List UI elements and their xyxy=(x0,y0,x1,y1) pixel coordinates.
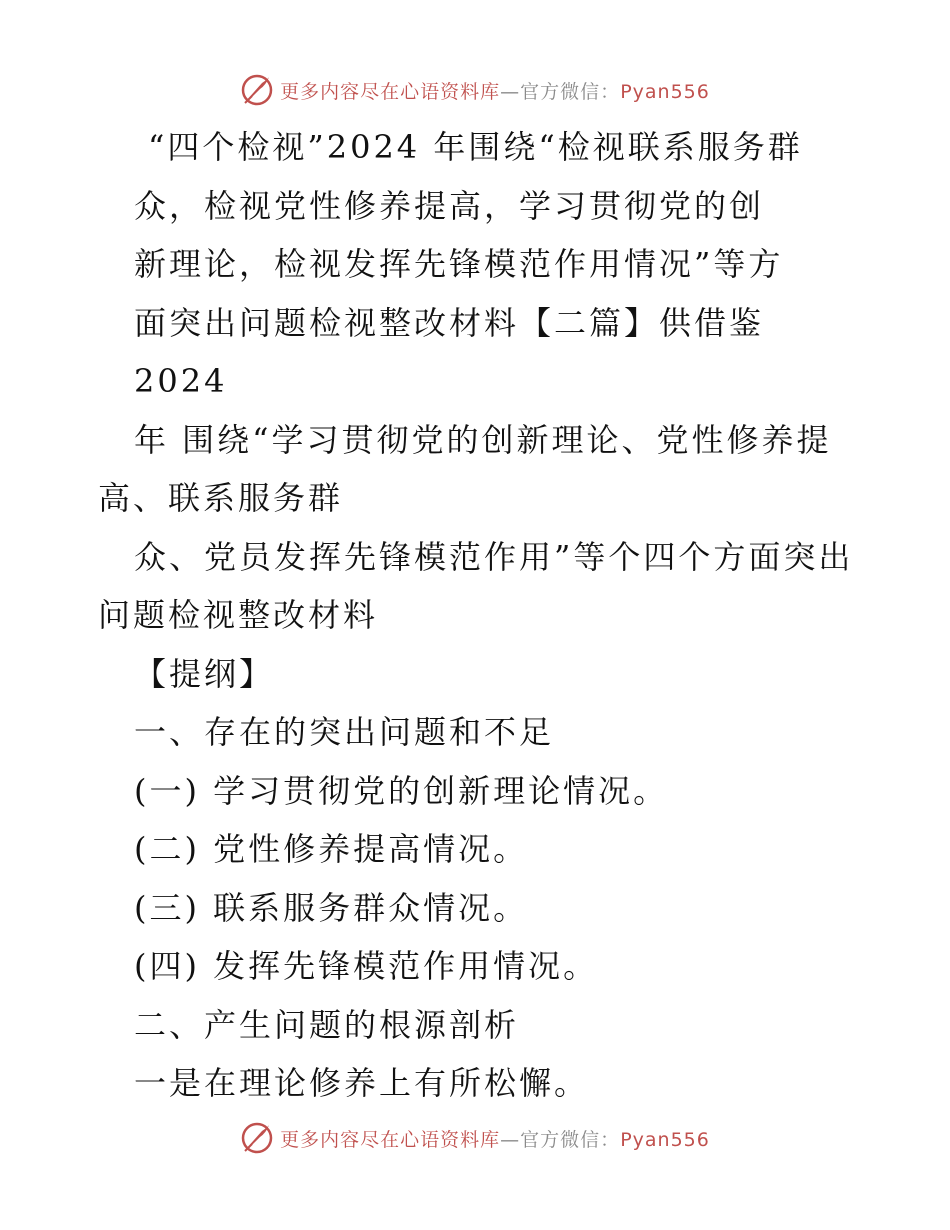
footer-account: Pyan556 xyxy=(620,1128,710,1151)
footer-watermark-text xyxy=(280,1125,710,1152)
outline-heading: 【提纲】 xyxy=(134,655,275,693)
header-wechat-text: 官方微信： xyxy=(520,80,621,103)
feather-pen-logo-icon xyxy=(240,1121,274,1155)
subsection-item-3: (三) 联系服务群众情况。 xyxy=(134,889,529,927)
title-line-2: 众，检视党性修养提高，学习贯彻党的创 xyxy=(134,187,765,225)
header-account: Pyan556 xyxy=(620,80,710,103)
section-heading-1: 一、存在的突出问题和不足 xyxy=(134,713,555,751)
body-paragraph-line-3: 众、党员发挥先锋模范作用”等个四个方面突出 xyxy=(134,538,854,576)
title-line-1: “四个检视”2024 年围绕“检视联系服务群 xyxy=(148,128,803,166)
footer-watermark-banner xyxy=(0,1118,950,1158)
footer-dash: — xyxy=(500,1128,521,1151)
footer-site-text: 更多内容尽在心语资料库 xyxy=(280,1128,501,1151)
footer-wechat-text: 官方微信： xyxy=(520,1128,621,1151)
body-line-point-1: 一是在理论修养上有所松懈。 xyxy=(134,1064,590,1102)
header-site-text: 更多内容尽在心语资料库 xyxy=(280,80,501,103)
header-dash: — xyxy=(500,80,521,103)
subsection-item-4: (四) 发挥先锋模范作用情况。 xyxy=(134,947,599,985)
subsection-item-2: (二) 党性修养提高情况。 xyxy=(134,830,529,868)
title-line-4: 面突出问题检视整改材料【二篇】供借鉴 xyxy=(134,304,765,342)
subsection-item-1: (一) 学习贯彻党的创新理论情况。 xyxy=(134,772,669,810)
section-heading-2: 二、产生问题的根源剖析 xyxy=(134,1006,520,1044)
body-line-year: 2024 xyxy=(134,362,228,400)
title-line-3: 新理论，检视发挥先锋模范作用情况”等方 xyxy=(134,245,784,283)
body-paragraph-line-1: 年 围绕“学习贯彻党的创新理论、党性修养提 xyxy=(134,421,832,459)
body-paragraph-line-4: 问题检视整改材料 xyxy=(98,596,379,634)
body-paragraph-line-2: 高、联系服务群 xyxy=(98,479,344,517)
